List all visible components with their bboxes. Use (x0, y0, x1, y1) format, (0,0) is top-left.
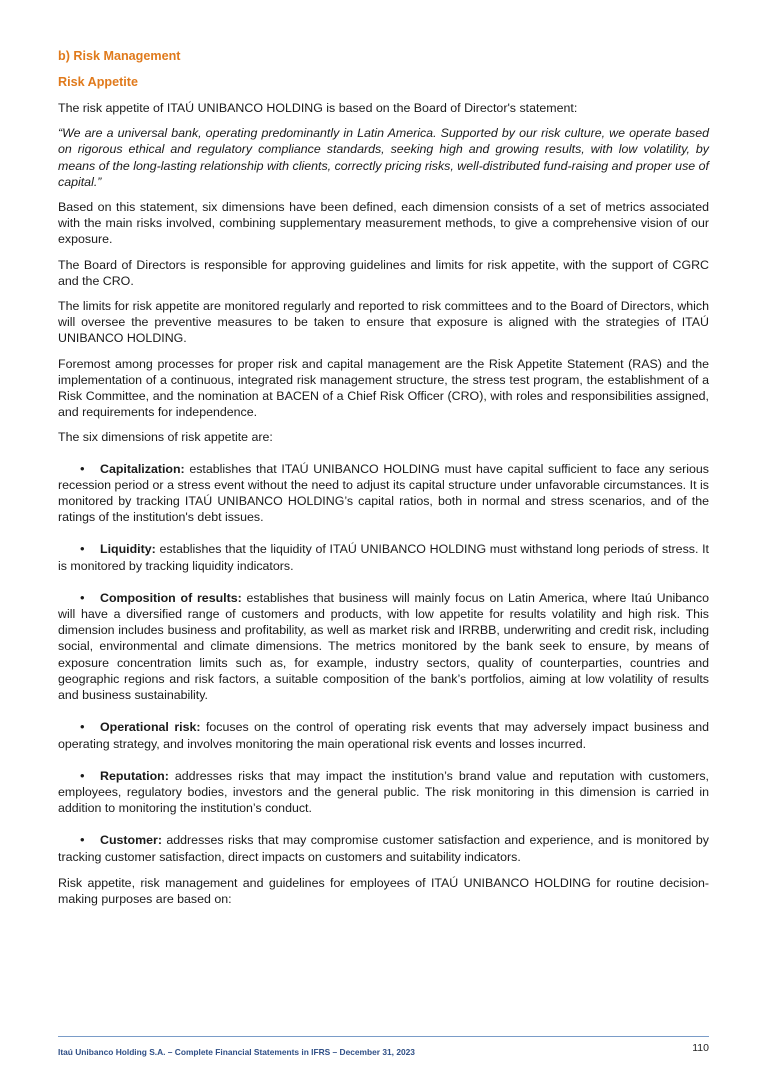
bullet-icon: • (80, 832, 85, 848)
dimension-text: addresses risks that may compromise customer satisfaction and experience, and is monitored by tracking customer satisfaction, direct impacts on customers and suitability indicators. (58, 833, 709, 864)
bullet-icon: • (80, 541, 85, 557)
bullet-icon: • (80, 767, 85, 783)
dimension-text: addresses risks that may impact the institution’s brand value and reputation with customers, employees, regulatory bodies, investors and the general public. The risk monitoring in this dimension is carried in addition to monitoring the institution’s conduct. (58, 768, 709, 816)
footer-document-title: Itaú Unibanco Holding S.A. – Complete Financial Statements in IFRS – December 31, 2023 (58, 1047, 415, 1057)
dimension-label: Liquidity: (100, 542, 156, 557)
dimension-item (58, 590, 709, 703)
dimension-label: Reputation: (100, 768, 169, 783)
dimension-text: establishes that ITAÚ UNIBANCO HOLDING must have capital sufficient to face any serious recession period or a stress event without the need to adjust its capital structure under unfavorable circumstances. It is monitored by tracking ITAÚ UNIBANCO HOLDING’s capital ratios, both in normal and stress scenarios, and of the ratings of the institution's debt issues. (58, 461, 709, 525)
paragraph: The six dimensions of risk appetite are: (58, 430, 273, 445)
paragraph: Foremost among processes for proper risk and capital management are the Risk Appetite Statement (RAS) and the implementation of a continuous, integrated risk management structure, the stress test program, the establishment of a Risk Committee, and the nomination at BACEN of a Chief Risk Officer (CRO), with roles and responsibilities assigned, and requirements for independence. (58, 356, 709, 420)
page-number: 110 (692, 1042, 709, 1054)
bullet-icon: • (80, 589, 85, 605)
section-heading: b) Risk Management (58, 49, 181, 63)
bullet-icon: • (80, 460, 85, 476)
dimension-text: establishes that the liquidity of ITAÚ UNIBANCO HOLDING must withstand long periods of stress. It is monitored by tracking liquidity indicators. (58, 542, 709, 573)
document-body (58, 48, 709, 916)
paragraph: The Board of Directors is responsible for approving guidelines and limits for risk appetite, with the support of CGRC and the CRO. (58, 257, 709, 288)
dimension-item (58, 541, 709, 573)
closing-paragraph: Risk appetite, risk management and guidelines for employees of ITAÚ UNIBANCO HOLDING for routine decision-making purposes are based on: (58, 875, 709, 906)
board-statement-quote: “We are a universal bank, operating predominantly in Latin America. Supported by our risk culture, we operate based on rigorous ethical and regulatory compliance standards, seeking high and growing results, with low volatility, by means of the long-lasting relationship with clients, correctly pricing risks, well-distributed fund-raising and proper use of capital.” (58, 126, 709, 189)
dimension-item (58, 768, 709, 817)
dimension-label: Customer: (100, 833, 162, 848)
dimension-item (58, 461, 709, 526)
dimension-text: establishes that business will mainly focus on Latin America, where Itaú Unibanco will have a diversified range of customers and products, with low appetite for results volatility and high risk. This dimension includes business and profitability, as well as market risk and IRRBB, underwriting and credit risk, including social, environmental and climate dimensions. The metrics monitored by the bank seek to ensure, by means of exposure concentration limits such as, for example, industry sectors, quality of counterparties, countries and geographic regions and risk factors, a suitable composition of the bank’s portfolios, aiming at low volatility of results and business sustainability. (58, 590, 709, 703)
paragraph: The limits for risk appetite are monitored regularly and reported to risk committees and to the Board of Directors, which will oversee the preventive measures to be taken to ensure that exposure is aligned with the strategies of ITAÚ UNIBANCO HOLDING. (58, 299, 709, 346)
dimension-item (58, 832, 709, 864)
paragraph: The risk appetite of ITAÚ UNIBANCO HOLDING is based on the Board of Director's statement: (58, 101, 578, 115)
subheading: Risk Appetite (58, 75, 139, 89)
dimension-text: focuses on the control of operating risk events that may adversely impact business and operating strategy, and involves monitoring the main operational risk events and losses incurred. (58, 720, 709, 751)
page-footer (58, 1036, 709, 1060)
dimension-item (58, 719, 709, 751)
dimension-label: Operational risk: (100, 720, 201, 735)
dimension-label: Capitalization: (100, 461, 185, 476)
paragraph: Based on this statement, six dimensions have been defined, each dimension consists of a set of metrics associated with the main risks involved, combining supplementary measurement methods, to give a comprehensive vision of our exposure. (58, 200, 709, 247)
bullet-icon: • (80, 719, 85, 735)
dimension-label: Composition of results: (100, 590, 242, 605)
